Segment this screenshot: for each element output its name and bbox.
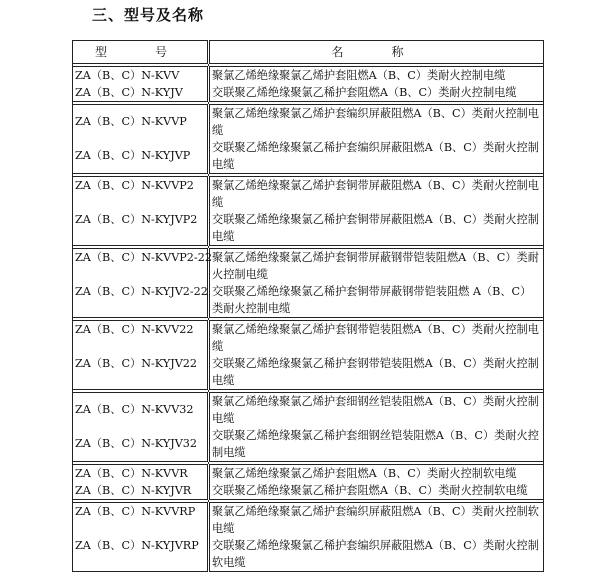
cable-name: 聚氯乙烯绝缘聚氯乙烯护套细钢丝铠装阻燃A（B、C）类耐火控制电缆 (212, 395, 539, 425)
name-cell (209, 503, 544, 572)
model-cell (73, 503, 209, 572)
table-row (73, 465, 544, 500)
model-name-table (72, 40, 544, 572)
model-code: ZA（B、C）N-KYJVP (75, 149, 191, 162)
cable-name: 聚氯乙烯绝缘聚氯乙烯护套阻燃A（B、C）类耐火控制软电缆 (212, 467, 517, 480)
model-code: ZA（B、C）N-KVVR (75, 467, 188, 480)
model-cell (73, 321, 209, 390)
model-cell (73, 249, 212, 318)
cable-name: 交联聚乙烯绝缘聚氯乙稀护套阻燃A（B、C）类耐火控制软电缆 (212, 484, 528, 497)
table-row (73, 503, 544, 572)
cable-name: 交联聚乙烯绝缘聚氯乙稀护套编织屏蔽阻燃A（B、C）类耐火控制软电缆 (212, 539, 539, 569)
model-code: ZA（B、C）N-KYJV22 (75, 357, 198, 370)
model-cell (73, 465, 209, 500)
model-code: ZA（B、C）N-KYJVRP (75, 539, 199, 552)
model-cell (73, 177, 209, 246)
model-cell (73, 393, 209, 462)
name-cell (209, 393, 544, 462)
cable-name: 聚氯乙烯绝缘聚氯乙烯护套钢带铠装阻燃A（B、C）类耐火控制电缆 (212, 323, 539, 353)
cable-name: 交联聚乙烯绝缘聚氯乙稀护套细钢丝铠装阻燃A（B、C）类耐火控制电缆 (212, 429, 539, 459)
cable-name: 聚氯乙烯绝缘聚氯乙烯护套阻燃A（B、C）类耐火控制电缆 (212, 69, 506, 82)
cable-name: 交联聚乙烯绝缘聚氯乙稀护套铜带屏蔽阻燃A（B、C）类耐火控制电缆 (212, 213, 539, 243)
cable-name: 聚氯乙烯绝缘聚氯乙烯护套铜带屏蔽钢带铠装阻燃A（B、C）类耐火控制电缆 (212, 251, 539, 281)
model-code: ZA（B、C）N-KVV22 (75, 323, 194, 336)
model-code: ZA（B、C）N-KVV32 (75, 403, 194, 416)
model-code: ZA（B、C）N-KVVP2 (75, 179, 194, 192)
table-header-row (73, 41, 544, 64)
cable-name: 聚氯乙烯绝缘聚氯乙烯护套编织屏蔽阻燃A（B、C）类耐火控制电缆 (212, 107, 539, 137)
table-row (73, 393, 544, 462)
cable-name: 聚氯乙烯绝缘聚氯乙烯护套铜带屏蔽阻燃A（B、C）类耐火控制电缆 (212, 179, 539, 209)
table-row (73, 67, 544, 102)
model-code: ZA（B、C）N-KYJVP2 (75, 213, 198, 226)
section-heading: 三、型号及名称 (92, 6, 205, 24)
model-code: ZA（B、C）N-KVVP (75, 115, 187, 128)
model-code: ZA（B、C）N-KVVP2-22 (75, 251, 212, 264)
name-cell (209, 249, 544, 318)
name-cell (209, 177, 544, 246)
cable-name: 交联聚乙烯绝缘聚氯乙稀护套编织屏蔽阻燃A（B、C）类耐火控制电缆 (212, 141, 539, 171)
table-row (73, 249, 544, 318)
name-cell (209, 321, 544, 390)
cable-name: 聚氯乙烯绝缘聚氯乙烯护套编织屏蔽阻燃A（B、C）类耐火控制软电缆 (212, 505, 539, 535)
model-code: ZA（B、C）N-KVV (75, 69, 180, 82)
model-code: ZA（B、C）N-KYJV2-22 (75, 285, 208, 298)
name-cell (209, 67, 544, 102)
column-header-model: 型 号 (73, 41, 209, 64)
name-cell (209, 105, 544, 174)
cable-name: 交联聚乙烯绝缘聚氯乙稀护套钢带铠装阻燃A（B、C）类耐火控制电缆 (212, 357, 539, 387)
model-code: ZA（B、C）N-KYJV (75, 86, 183, 99)
model-cell (73, 105, 209, 174)
model-code: ZA（B、C）N-KYJVR (75, 484, 192, 497)
cable-name: 交联聚乙烯绝缘聚氯乙稀护套阻燃A（B、C）类耐火控制电缆 (212, 86, 517, 99)
name-cell (209, 465, 544, 500)
column-header-name: 名 称 (209, 41, 544, 64)
model-code: ZA（B、C）N-KVVRP (75, 505, 196, 518)
table-row (73, 105, 544, 174)
table-row (73, 321, 544, 390)
cable-name: 交联聚乙烯绝缘聚氯乙稀护套铜带屏蔽钢带铠装阻燃 A（B、C）类耐火控制电缆 (212, 285, 532, 315)
model-code: ZA（B、C）N-KYJV32 (75, 437, 198, 450)
table-row (73, 177, 544, 246)
model-cell (73, 67, 209, 102)
